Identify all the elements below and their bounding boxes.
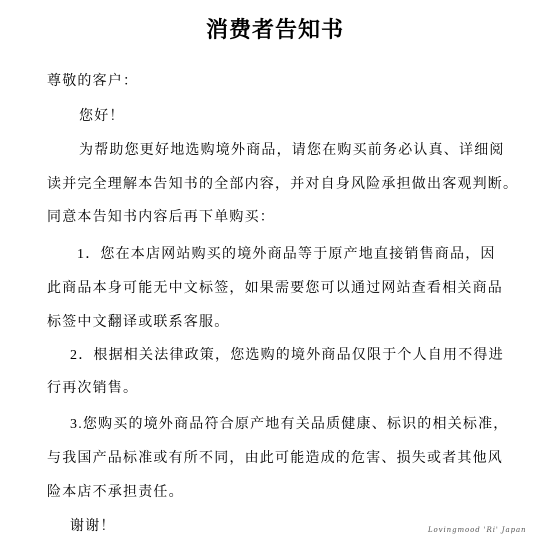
notice-item-line: 行再次销售。: [47, 381, 139, 396]
notice-item-line: 与我国产品标准或有所不同，由此可能造成的危害、损失或者其他风: [47, 451, 503, 466]
greeting: 您好！: [79, 109, 125, 124]
watermark: Lovingmood 'Ri' Japan: [428, 526, 527, 534]
intro-line: 读并完全理解本告知书的全部内容，并对自身风险承担做出客观判断。: [47, 177, 519, 192]
intro-line: 同意本告知书内容后再下单购买：: [47, 210, 275, 225]
notice-item-line: 标签中文翻译或联系客服。: [47, 315, 230, 330]
salutation: 尊敬的客户：: [47, 74, 139, 89]
notice-item-line: 险本店不承担责任。: [47, 485, 184, 500]
intro-line: 为帮助您更好地选购境外商品，请您在购买前务必认真、详细阅: [79, 143, 505, 158]
document-title: 消费者告知书: [205, 17, 344, 42]
notice-item-line: 此商品本身可能无中文标签，如果需要您可以通过网站查看相关商品: [47, 281, 503, 296]
notice-item-line: 2．根据相关法律政策，您选购的境外商品仅限于个人自用不得进: [70, 348, 504, 363]
closing-thanks: 谢谢！: [70, 519, 116, 534]
notice-item-line: 3.您购买的境外商品符合原产地有关品质健康、标识的相关标准，: [70, 417, 509, 432]
notice-item-line: 1．您在本店网站购买的境外商品等于原产地直接销售商品，因: [77, 247, 496, 262]
